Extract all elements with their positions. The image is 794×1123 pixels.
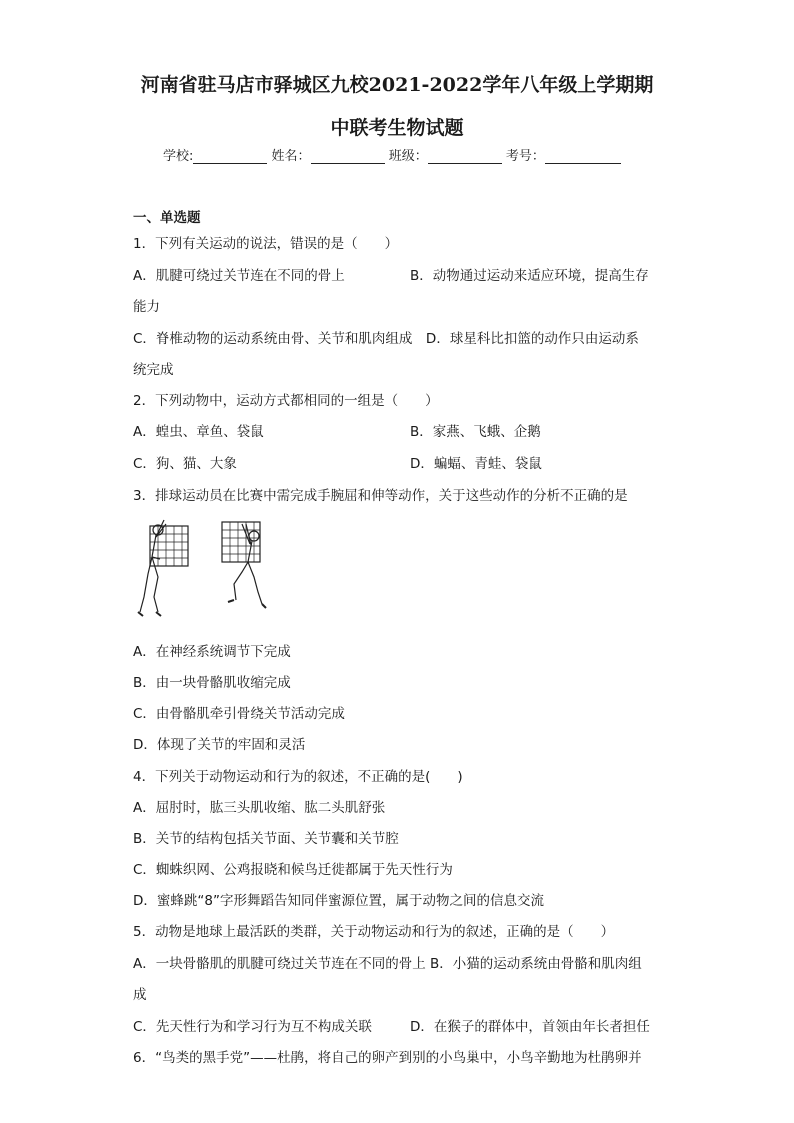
q3-option-d: D．体现了关节的牢固和灵活 [133, 737, 306, 753]
q5-stem: 5．动物是地球上最活跃的类群，关于动物运动和行为的叙述，正确的是（ ） [133, 924, 615, 940]
q4-stem: 4．下列关于动物运动和行为的叙述，不正确的是( ) [133, 769, 463, 785]
q1-option-cd: C．脊椎动物的运动系统由骨、关节和肌肉组成 D．球星科比扣篮的动作只由运动系 [133, 331, 639, 347]
net-right [222, 522, 260, 562]
q2-option-a: A．蝗虫、章鱼、袋鼠 [133, 424, 264, 440]
q3-option-a: A．在神经系统调节下完成 [133, 644, 291, 660]
class-blank [428, 149, 502, 164]
q1-option-a: A．肌腱可绕过关节连在不同的骨上 [133, 268, 345, 284]
q2-option-b: B．家燕、飞蛾、企鹅 [410, 424, 541, 440]
name-label: 姓名： [271, 149, 311, 164]
q2-option-c: C．狗、猫、大象 [133, 456, 237, 472]
q4-option-a: A．屈肘时，肱三头肌收缩、肱二头肌舒张 [133, 800, 386, 816]
school-label: 学校: [163, 149, 194, 164]
q6-stem: 6．“鸟类的黑手党”——杜鹃，将自己的卵产到别的小鸟巢中，小鸟辛勤地为杜鹃卵并 [133, 1050, 642, 1066]
q1-option-d-cont: 统完成 [133, 362, 174, 378]
q4-option-c: C．蜘蛛织网、公鸡报晓和候鸟迁徙都属于先天性行为 [133, 862, 453, 878]
q1-option-b-cont: 能力 [133, 299, 160, 315]
number-blank [545, 149, 621, 164]
q5-option-c: C．先天性行为和学习行为互不构成关联 [133, 1019, 372, 1035]
school-blank [193, 149, 267, 164]
q2-stem: 2．下列动物中，运动方式都相同的一组是（ ） [133, 393, 439, 409]
q5-option-ab: A．一块骨骼肌的肌腱可绕过关节连在不同的骨上 B．小猫的运动系统由骨骼和肌肉组 [133, 956, 642, 972]
name-blank [311, 149, 385, 164]
q5-option-b-cont: 成 [133, 987, 147, 1003]
class-label: 班级： [388, 149, 428, 164]
q1-stem: 1．下列有关运动的说法，错误的是（ ） [133, 236, 399, 252]
section-title: 一、单选题 [133, 210, 201, 226]
title-line-1: 河南省驻马店市驿城区九校2021-2022学年八年级上学期期 [140, 74, 654, 96]
net-left [150, 526, 188, 566]
q3-option-b: B．由一块骨骼肌收缩完成 [133, 675, 291, 691]
volleyball-players-figure [130, 512, 280, 627]
q1-option-b: B．动物通过运动来适应环境，提高生存 [410, 268, 649, 284]
q2-option-d: D．蝙蝠、青蛙、袋鼠 [410, 456, 542, 472]
student-info-row [163, 145, 621, 164]
title-line-2: 中联考生物试题 [330, 117, 464, 139]
q4-option-d: D．蜜蜂跳“8”字形舞蹈告知同伴蜜源位置，属于动物之间的信息交流 [133, 893, 544, 909]
q5-option-d: D．在猴子的群体中，首领由年长者担任 [410, 1019, 650, 1035]
q4-option-b: B．关节的结构包括关节面、关节囊和关节腔 [133, 831, 399, 847]
player-left [138, 520, 166, 616]
q3-stem: 3．排球运动员在比赛中需完成手腕屈和伸等动作，关于这些动作的分析不正确的是 [133, 488, 628, 504]
number-label: 考号： [505, 149, 545, 164]
q3-option-c: C．由骨骼肌牵引骨绕关节活动完成 [133, 706, 345, 722]
